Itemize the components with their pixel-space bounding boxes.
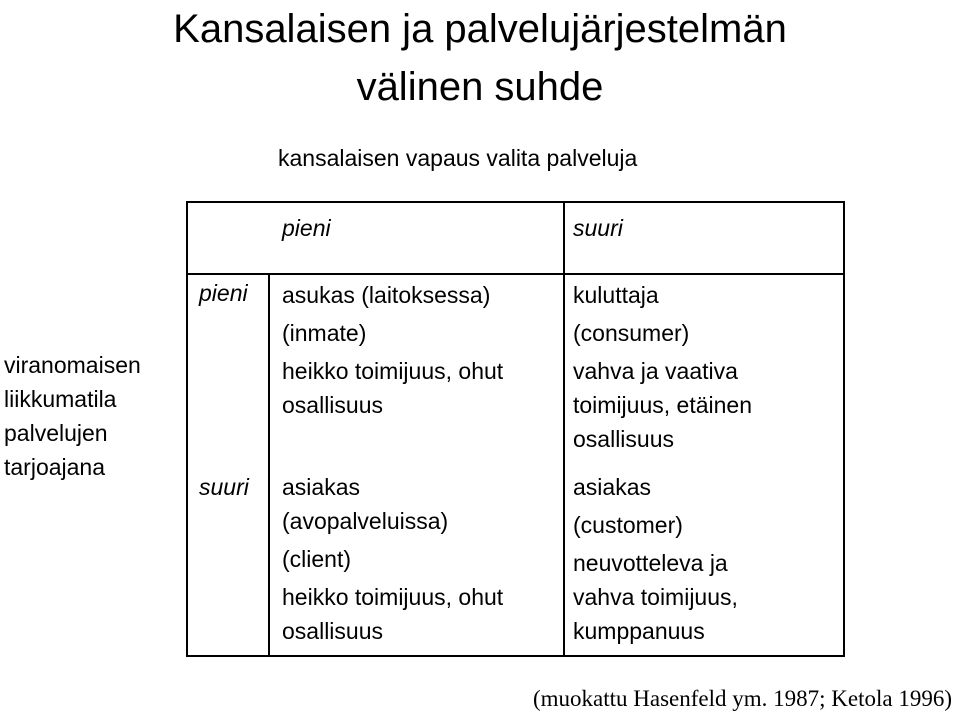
page-title <box>0 0 960 116</box>
row-axis-label-line: viranomaisen <box>4 352 141 378</box>
cell-line: (consumer) <box>573 320 690 346</box>
cell-line: asiakas <box>573 474 651 500</box>
cell-line: (inmate) <box>282 320 367 346</box>
cell-pieni-suuri <box>573 278 752 456</box>
cell-line: kuluttaja <box>573 282 659 308</box>
cell-suuri-suuri <box>573 470 738 648</box>
row-header-suuri: suuri <box>199 474 249 500</box>
cell-line: osallisuus <box>282 618 383 644</box>
row-axis-label-line: tarjoajana <box>4 454 106 480</box>
cell-line: toimijuus, etäinen <box>573 392 752 418</box>
cell-line: (customer) <box>573 512 683 538</box>
cell-line: osallisuus <box>573 426 674 452</box>
cell-line: osallisuus <box>282 392 383 418</box>
row-axis-label <box>4 348 141 484</box>
cell-line: vahva toimijuus, <box>573 584 738 610</box>
cell-line: (client) <box>282 546 352 572</box>
column-header-suuri: suuri <box>573 215 623 241</box>
column-axis-label: kansalaisen vapaus valita palveluja <box>278 145 638 171</box>
cell-line: heikko toimijuus, ohut <box>282 358 504 384</box>
cell-line: asiakas <box>282 474 360 500</box>
divider-vertical-center <box>563 203 565 657</box>
cell-suuri-pieni <box>282 470 503 648</box>
cell-line: neuvotteleva ja <box>573 550 728 576</box>
column-header-pieni: pieni <box>282 215 331 241</box>
cell-line: kumppanuus <box>573 618 705 644</box>
divider-horizontal-header <box>188 273 843 275</box>
row-axis-label-line: liikkumatila <box>4 386 117 412</box>
matrix-table <box>186 201 845 657</box>
cell-pieni-pieni <box>282 278 503 422</box>
source-citation: (muokattu Hasenfeld ym. 1987; Ketola 1996) <box>532 686 952 711</box>
title-line-1: Kansalaisen ja palvelujärjestelmän <box>173 7 787 51</box>
title-line-2: välinen suhde <box>356 65 604 109</box>
row-header-pieni: pieni <box>199 280 248 306</box>
cell-line: vahva ja vaativa <box>573 358 738 384</box>
cell-line: asukas (laitoksessa) <box>282 282 491 308</box>
row-axis-label-line: palvelujen <box>4 420 108 446</box>
cell-line: heikko toimijuus, ohut <box>282 584 504 610</box>
cell-line: (avopalveluissa) <box>282 508 449 534</box>
divider-vertical-row-header <box>268 273 270 657</box>
